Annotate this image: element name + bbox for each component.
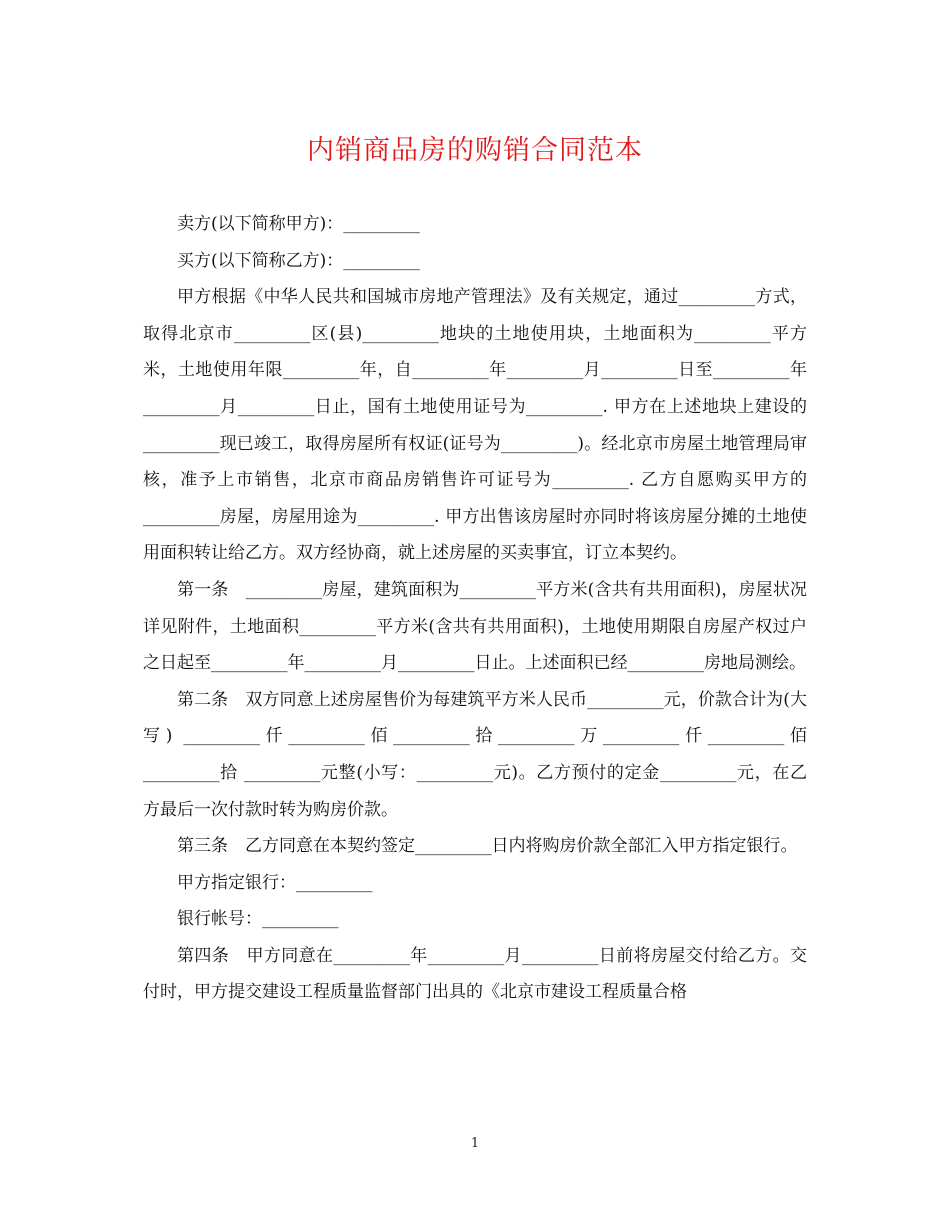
paragraph-bank: 甲方指定银行：_________ [177, 872, 373, 893]
paragraph-buyer: 买方(以下简称乙方)：_________ [177, 250, 420, 271]
paragraph-article-3: 第三条 乙方同意在本契约签定_________日内将购房价款全部汇入甲方指定银行。 [177, 836, 798, 857]
paragraph-article-1: 第一条 _________房屋，建筑面积为_________平方米(含共有共用面积)，房屋状况详见附件，土地面积_________平方米(含共有共用面积)，土地使用期限自房屋产权过户之日起至_________年_________月_________日止。上述面积已经_________房地局测绘。 [143, 579, 807, 674]
paragraph-preamble: 甲方根据《中华人民共和国城市房地产管理法》及有关规定，通过_________方式，取得北京市_________区(县)_________地块的土地使用块，土地面积为_________平方米，土地使用年限_________年，自_________年_________月_________日至_________年 _________月_________日止，国有土地使用证号为_________. 甲方在上述地块上建设的_________现已竣工，取得房屋所有权证(证号为_________)。经北京市房屋土地管理局审核，准予上市销售，北京市商品房销售许可证号为_________. 乙方自愿购买甲方的 _________房屋，房屋用途为_________. 甲方出售该房屋时亦同时将该房屋分摊的土地使用面积转让给乙方。双方经协商，就上述房屋的买卖事宜，订立本契约。 [143, 287, 807, 564]
paragraph-account: 银行帐号：_________ [177, 909, 339, 930]
paragraph-article-2: 第二条 双方同意上述房屋售价为每建筑平方米人民币_________元，价款合计为(大写) _________仟_________佰_________拾_________万_________仟_________佰_________拾 _________元整(小写：_________元)。乙方预付的定金_________元，在乙方最后一次付款时转为购房价款。 [143, 689, 807, 820]
document-title: 内销商品房的购销合同范本 [307, 135, 643, 166]
paragraph-seller: 卖方(以下简称甲方)：_________ [177, 214, 420, 234]
page-number: 1 [470, 1136, 480, 1151]
paragraph-article-4: 第四条 甲方同意在_________年_________月_________日前将房屋交付给乙方。交付时，甲方提交建设工程质量监督部门出具的《北京市建设工程质量合格 [143, 945, 807, 1003]
document-body [143, 206, 807, 1011]
